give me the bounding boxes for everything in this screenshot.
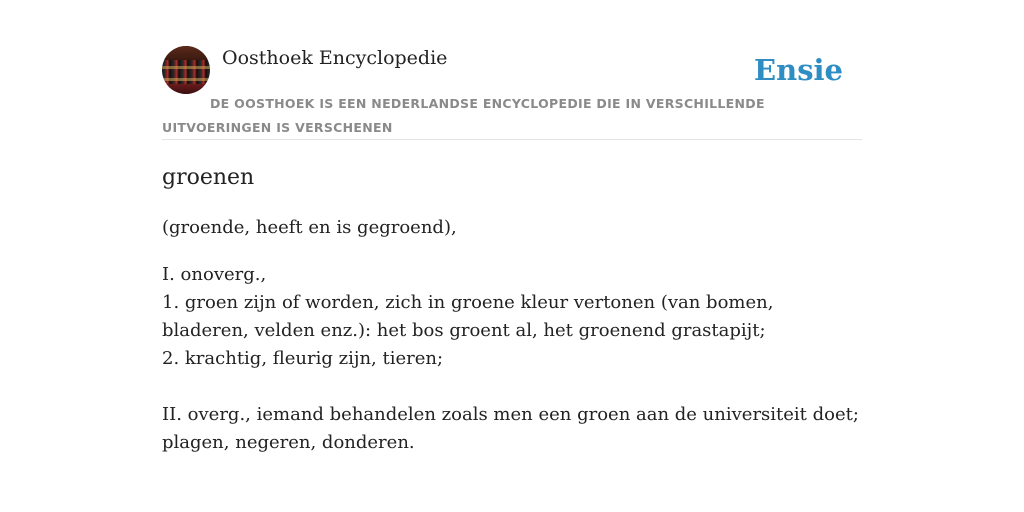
definition-line: I. onoverg., [162, 264, 267, 285]
avatar-band [162, 66, 210, 69]
encyclopedia-avatar[interactable] [162, 46, 210, 94]
entry-content [162, 162, 862, 457]
site-title[interactable]: Oosthoek Encyclopedie [222, 47, 448, 69]
site-tagline: DE OOSTHOEK IS EEN NEDERLANDSE ENCYCLOPEDIE DIE IN VERSCHILLENDE UITVOERINGEN IS VERSCHENEN [162, 96, 765, 135]
entry-title: groenen [162, 165, 255, 190]
definition-line: 2. krachtig, fleurig zijn, tieren; [162, 348, 444, 369]
site-header [162, 46, 862, 140]
definition-line: II. overg., iemand behandelen zoals men een groen aan de universiteit doet; plagen, negeren, donderen. [162, 404, 859, 453]
entry-definition [162, 261, 862, 457]
avatar-band [162, 78, 210, 81]
definition-line: 1. groen zijn of worden, zich in groene kleur vertonen (van bomen, bladeren, velden enz.): het bos groent al, het groenend grastapijt; [162, 292, 774, 341]
brand-logo[interactable]: Ensie [754, 53, 843, 87]
avatar-shelf-top [162, 46, 210, 60]
entry-grammar: (groende, heeft en is gegroend), [162, 217, 457, 238]
definition-spacer [162, 373, 862, 401]
